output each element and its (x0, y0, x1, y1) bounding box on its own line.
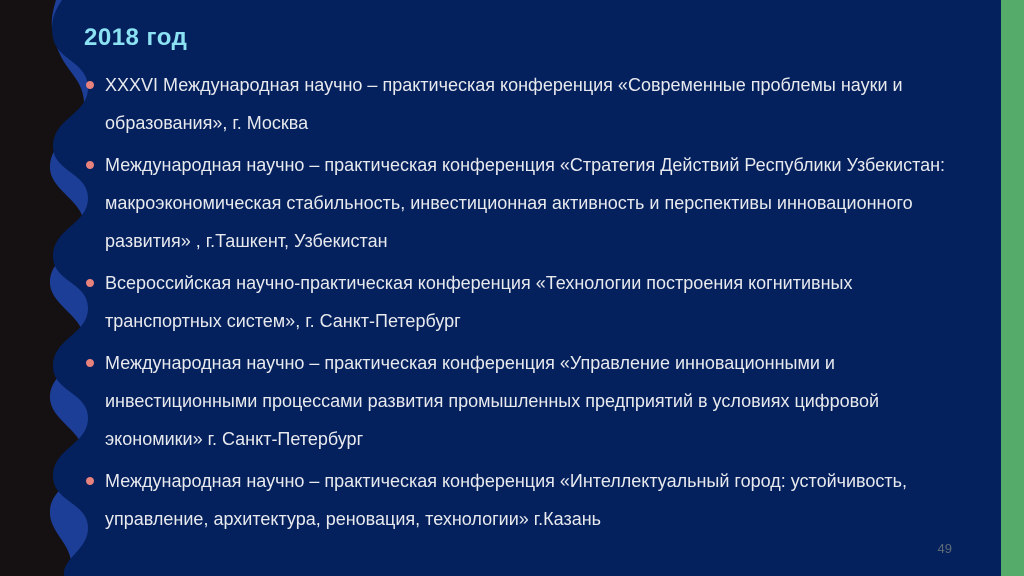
conference-text: Международная научно – практическая конференция «Стратегия Действий Республики Узбекистан: макроэкономическая стабильность, инвестиционная активность и перспективы инновационного развития» , г.Ташкент, Узбекистан (105, 155, 946, 251)
bullet-dot-icon (86, 161, 94, 169)
bullet-dot-icon (86, 477, 94, 485)
conference-text: Международная научно – практическая конференция «Управление инновационными и инвестиционными процессами развития промышленных предприятий в условиях цифровой экономики» г. Санкт-Петербург (105, 353, 880, 449)
conference-text: Всероссийская научно-практическая конференция «Технологии построения когнитивных транспортных систем», г. Санкт-Петербург (105, 273, 853, 331)
conference-text: Международная научно – практическая конференция «Интеллектуальный город: устойчивость, управление, архитектура, реновация, технологии» г.Казань (105, 471, 908, 529)
slide-content (84, 24, 964, 542)
bullet-dot-icon (86, 279, 94, 287)
page-number: 49 (937, 541, 952, 556)
conference-text: XXXVI Международная научно – практическая конференция «Современные проблемы науки и образования», г. Москва (105, 75, 903, 133)
list-item (84, 462, 964, 538)
slide-title: 2018 год (84, 24, 188, 51)
list-item (84, 66, 964, 142)
right-accent-stripe (1001, 0, 1024, 576)
list-item (84, 146, 964, 260)
bullet-dot-icon (86, 81, 94, 89)
list-item (84, 344, 964, 458)
list-item (84, 264, 964, 340)
bullet-dot-icon (86, 359, 94, 367)
conference-list (84, 66, 964, 538)
